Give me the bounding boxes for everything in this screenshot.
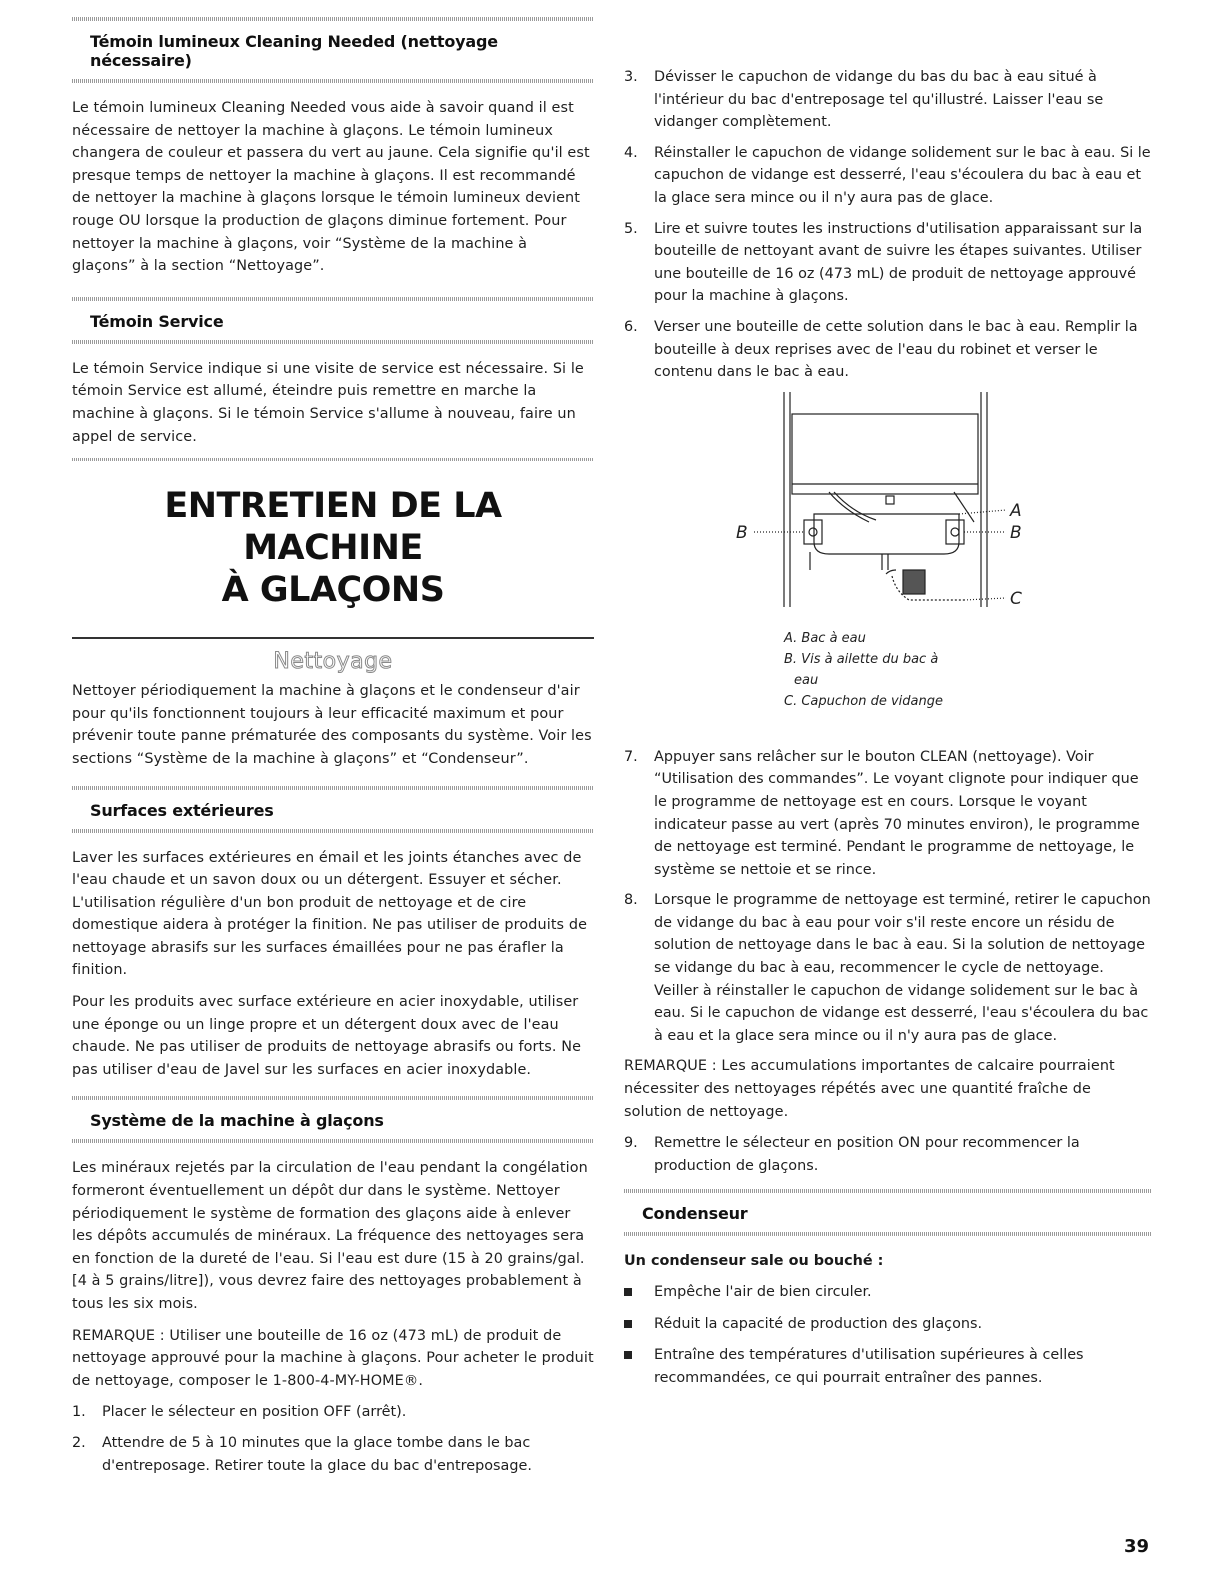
- hatch-divider: [72, 829, 594, 833]
- step-number: 5.: [624, 220, 638, 237]
- step-item: [624, 66, 1151, 134]
- step-text: Placer le sélecteur en position OFF (arrêt).: [102, 1404, 407, 1421]
- section-title: Surfaces extérieures: [90, 800, 274, 820]
- chapter-rule: [72, 637, 594, 639]
- step-text: Lire et suivre toutes les instructions d'utilisation apparaissant sur la bouteille de nettoyant avant de suivre les étapes suivantes. Utiliser une bouteille de 16 oz (473 mL) de produit de nettoyage approuvé pour la machine à glaçons.: [654, 220, 1143, 305]
- paragraph: Pour les produits avec surface extérieure en acier inoxydable, utiliser une éponge ou un linge propre et un détergent doux avec de l'eau chaude. Ne pas utiliser de produits de nettoyage abrasifs ou forts. Ne pas utiliser d'eau de Javel sur les surfaces en acier inoxydable.: [72, 994, 582, 1078]
- step-text: Appuyer sans relâcher sur le bouton CLEAN (nettoyage). Voir “Utilisation des commandes”. Le voyant clignote pour indiquer que le programme de nettoyage est en cours. Lorsque le voyant indicateur passe au vert (après 70 minutes environ), le programme de nettoyage est terminé. Pendant le programme de nettoyage, le système se nettoie et se rince.: [654, 748, 1140, 878]
- step-item: [624, 889, 1151, 1047]
- step-item: [72, 1432, 594, 1477]
- hatch-divider: [624, 1232, 1151, 1236]
- section-header-surfaces: [72, 780, 594, 833]
- legend-item-c: C. Capuchon de vidange: [784, 693, 943, 709]
- evaporator-box: [792, 414, 978, 494]
- bullet-item: [624, 1281, 1151, 1304]
- bullet-square-icon: [624, 1351, 632, 1359]
- paragraph: Laver les surfaces extérieures en émail et les joints étanches avec de l'eau chaude et un savon doux ou un détergent. Essuyer et sécher. L'utilisation régulière d'un bon produit de nettoyage et de cire domestique aidera à protéger la finition. Ne pas utiliser de produits de nettoyage abrasifs sur les surfaces émaillées pour ne pas érafler la finition.: [72, 849, 588, 979]
- label-b-left: B: [736, 522, 748, 543]
- step-item: [624, 316, 1151, 384]
- label-b-right: B: [1010, 522, 1022, 543]
- steps-list-right-b: [624, 746, 1151, 1048]
- drain-cap: [903, 570, 925, 594]
- condenser-bullets: [624, 1281, 1151, 1389]
- bullet-item: [624, 1313, 1151, 1336]
- step-number: 8.: [624, 892, 638, 909]
- right-column: [624, 66, 1151, 1398]
- label-c: C: [1010, 588, 1022, 609]
- paragraph: Nettoyer périodiquement la machine à glaçons et le condenseur d'air pour qu'ils fonctionnent toujours à leur efficacité maximum et pour prévenir toute panne prématurée des composants du système. Voir les sections “Système de la machine à glaçons” et “Condenseur”.: [72, 683, 592, 767]
- section-title: Témoin lumineux Cleaning Needed (nettoyage nécessaire): [90, 32, 498, 70]
- step-item: [624, 1132, 1151, 1177]
- step-text: Remettre le sélecteur en position ON pour recommencer la production de glaçons.: [654, 1135, 1080, 1174]
- step-number: 4.: [624, 144, 638, 161]
- steps-list-right-a: [624, 66, 1151, 384]
- section-title: Système de la machine à glaçons: [90, 1111, 384, 1131]
- step-text: Dévisser le capuchon de vidange du bas du bac à eau situé à l'intérieur du bac d'entreposage tel qu'illustré. Laisser l'eau se vidanger complètement.: [654, 69, 1104, 131]
- section-header-cleaning-needed: [72, 0, 594, 83]
- step-number: 7.: [624, 748, 638, 765]
- paragraph: Le témoin Service indique si une visite de service est nécessaire. Si le témoin Service est allumé, éteindre puis remettre en marche la machine à glaçons. Si le témoin Service s'allume à nouveau, faire un appel de service.: [72, 360, 584, 445]
- bullet-text: Entraîne des températures d'utilisation supérieures à celles recommandées, ce qui pourrait entraîner des pannes.: [654, 1347, 1084, 1386]
- hatch-divider: [72, 79, 594, 83]
- bullet-square-icon: [624, 1288, 632, 1296]
- step-text: Réinstaller le capuchon de vidange solidement sur le bac à eau. Si le capuchon de vidange est desserré, l'eau s'écoulera du bac à eau et la glace sera mince ou il n'y aura pas de glace.: [654, 144, 1151, 206]
- step-number: 3.: [624, 69, 638, 85]
- thumbscrew-right: [946, 520, 964, 544]
- section-header-service: [72, 287, 594, 344]
- chapter-title-line: À GLAÇONS: [221, 570, 445, 611]
- left-column: [72, 0, 594, 1485]
- step-text: Lorsque le programme de nettoyage est terminé, retirer le capuchon de vidange du bac à eau pour voir s'il reste encore un résidu de solution de nettoyage dans le bac à eau. Si la solution de nettoyage se vidange du bac à eau, recommencer le cycle de nettoyage. Veiller à réinstaller le capuchon de vidange solidement sur le bac à eau. Si le capuchon de vidange est desserré, l'eau s'écoulera du bac à eau et la glace sera mince ou il n'y aura pas de glace.: [654, 892, 1151, 1044]
- section-title: Témoin Service: [90, 311, 224, 331]
- bullet-square-icon: [624, 1320, 632, 1328]
- bullet-text: Réduit la capacité de production des glaçons.: [654, 1315, 983, 1332]
- step-item: [72, 1401, 594, 1424]
- chapter-title-line: ENTRETIEN DE LA MACHINE: [164, 486, 502, 569]
- legend-item-b-cont: eau: [794, 672, 819, 688]
- bullet-item: [624, 1344, 1151, 1389]
- step-item: [624, 218, 1151, 308]
- leader-line-c: [964, 598, 1006, 600]
- note-paragraph: REMARQUE : Les accumulations importantes de calcaire pourraient nécessiter des nettoyages répétés avec une quantité fraîche de solution de nettoyage.: [624, 1058, 1115, 1120]
- section-title: Condenseur: [642, 1204, 748, 1224]
- page-number: 39: [1123, 1536, 1149, 1557]
- steps-list-left: [72, 1401, 594, 1477]
- condenser-lead: Un condenseur sale ou bouché :: [624, 1253, 884, 1270]
- step-item: [624, 746, 1151, 882]
- water-trough-shape: [814, 514, 959, 554]
- steps-list-right-c: [624, 1132, 1151, 1177]
- step-text: Attendre de 5 à 10 minutes que la glace tombe dans le bac d'entreposage. Retirer toute la glace du bac d'entreposage.: [102, 1434, 532, 1474]
- section-header-ice-system: [72, 1090, 594, 1143]
- paragraph: Le témoin lumineux Cleaning Needed vous aide à savoir quand il est nécessaire de nettoyer la machine à glaçons. Le témoin lumineux changera de couleur et passera du vert au jaune. Cela signifie qu'il est presque temps de nettoyer la machine à glaçons. Il est recommandé de nettoyer la machine à glaçons lorsque le témoin lumineux devient rouge OU lorsque la production de glaçons diminue fortement. Pour nettoyer la machine à glaçons, voir “Système de la machine à glaçons” à la section “Nettoyage”.: [72, 100, 590, 275]
- step-text: Verser une bouteille de cette solution dans le bac à eau. Remplir la bouteille à deux reprises avec de l'eau du robinet et verser le contenu dans le bac à eau.: [654, 318, 1138, 381]
- note-paragraph: REMARQUE : Utiliser une bouteille de 16 oz (473 mL) de produit de nettoyage approuvé pour la machine à glaçons. Pour acheter le produit de nettoyage, composer le 1-800-4-MY-HOME®.: [72, 1327, 594, 1389]
- step-number: 9.: [624, 1135, 638, 1152]
- step-number: 6.: [624, 318, 638, 335]
- paragraph: Les minéraux rejetés par la circulation de l'eau pendant la congélation formeront éventuellement un dépôt dur dans le système. Nettoyer périodiquement le système de formation des glaçons aide à enlever les dépôts accumulés de minéraux. La fréquence des nettoyages sera en fonction de la dureté de l'eau. Si l'eau est dure (15 à 20 grains/gal. [4 à 5 grains/litre]), vous devrez faire des nettoyages probablement à tous les six mois.: [72, 1160, 588, 1312]
- section-header-condenser: [624, 1185, 1151, 1236]
- step-number: 1.: [72, 1404, 86, 1421]
- legend-item-b: B. Vis à ailette du bac à: [784, 651, 939, 667]
- legend-item-a: A. Bac à eau: [784, 630, 866, 646]
- chapter-title: [72, 485, 594, 611]
- diagram-legend: [784, 628, 1151, 712]
- hatch-divider: [72, 458, 594, 461]
- water-trough-diagram: [624, 392, 1151, 622]
- thumbscrew-left: [804, 520, 822, 544]
- hatch-divider: [72, 340, 594, 344]
- subsection-title: Nettoyage: [273, 649, 393, 675]
- diagram-svg: [624, 392, 1151, 622]
- bullet-text: Empêche l'air de bien circuler.: [654, 1284, 872, 1300]
- label-a: A: [1010, 500, 1022, 521]
- step-number: 2.: [72, 1434, 86, 1451]
- step-item: [624, 142, 1151, 210]
- hatch-divider: [72, 1139, 594, 1143]
